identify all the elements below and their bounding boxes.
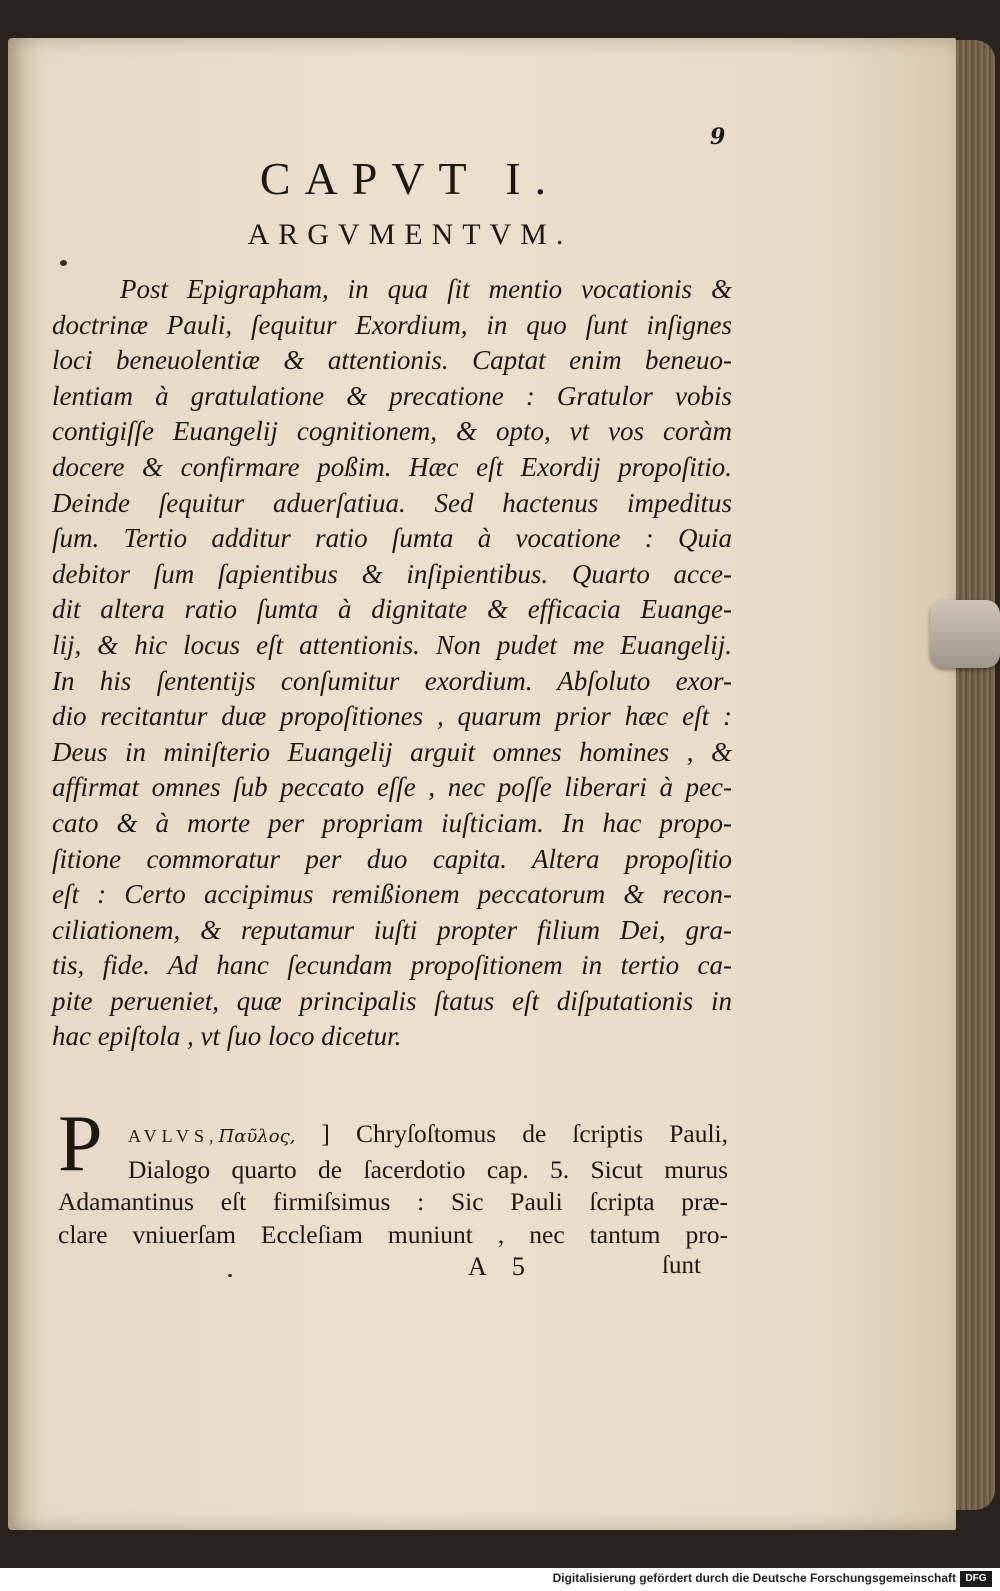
body-line-first — [58, 1118, 728, 1154]
argument-line: tis, fide. Ad hanc ſecundam propoſitionem in tertio ca- — [52, 950, 732, 981]
chapter-title: CAPVT I. — [259, 153, 561, 204]
argument-line: affirmat omnes ſub peccato eſſe , nec poſſe liberari à pec- — [52, 772, 732, 803]
body-line: clare vniuerſam Eccleſiam muniunt , nec tantum pro- — [58, 1219, 728, 1249]
argument-line: cato & à morte per propriam iuſticiam. In hac propo- — [52, 807, 732, 838]
drop-cap: P — [58, 1100, 103, 1188]
argument-line: dio recitantur duæ propoſitiones , quarum prior hæc eſt : — [52, 701, 732, 732]
body-line: Dialogo quarto de ſacerdotio cap. 5. Sicut murus — [128, 1154, 728, 1184]
book-page-edges — [950, 40, 995, 1510]
argument-line: contigiſſe Euangelij cognitionem, & opto, vt vos coràm — [52, 416, 732, 447]
argument-line: loci beneuolentiæ & attentionis. Captat enim beneuo- — [52, 345, 732, 376]
argument-line: In his ſententijs conſumitur exordium. Abſoluto exor- — [52, 665, 732, 696]
ink-speck — [60, 260, 67, 266]
body-greek-word: Παῦλος, — [218, 1126, 296, 1147]
body-text — [58, 1118, 728, 1251]
argument-line: Deinde ſequitur aduerſatiua. Sed hactenus impeditus — [52, 487, 732, 518]
argument-line: debitor ſum ſapientibus & inſipientibus. Quarto acce- — [52, 558, 732, 589]
argument-line: ciliationem, & reputamur iuſti propter filium Dei, gra- — [52, 914, 732, 945]
argument-line: Post Epigrapham, in qua ſit mentio vocationis & — [120, 274, 732, 304]
ink-speck — [228, 1274, 232, 1277]
argument-text — [52, 272, 732, 1055]
argument-line: ſum. Tertio additur ratio ſumta à vocatione : Quia — [52, 523, 732, 554]
argument-line: docere & confirmare poßim. Hæc eſt Exordij propoſitio. — [52, 451, 732, 482]
argument-line: lentiam à gratulatione & precatione : Gratulor vobis — [52, 380, 732, 411]
bookmark-tab — [930, 600, 1000, 668]
footer-credit: Digitalisierung gefördert durch die Deutsche Forschungsgemeinschaft — [552, 1571, 956, 1585]
argument-line: eſt : Certo accipimus remißionem peccatorum & recon- — [52, 879, 732, 910]
argument-line: ſitione commoratur per duo capita. Altera propoſitio — [52, 843, 732, 874]
argument-line: pite perueniet, quæ principalis ſtatus eſt diſputationis in — [52, 985, 732, 1016]
argument-line: Deus in miniſterio Euangelij arguit omnes homines , & — [52, 736, 732, 767]
argument-line: lij, & hic locus eſt attentionis. Non pudet me Euangelij. — [52, 629, 732, 660]
argument-line: dit altera ratio ſumta à dignitate & efficacia Euange- — [52, 594, 732, 625]
footer-bar — [0, 1568, 1000, 1591]
argument-line: doctrinæ Pauli, ſequitur Exordium, in quo ſunt inſignes — [52, 309, 732, 340]
page-number: 9 — [710, 124, 726, 150]
argument-line: hac epiſtola , vt ſuo loco dicetur. — [52, 1021, 402, 1052]
dfg-logo-icon: DFG — [960, 1571, 992, 1587]
catchword: ſunt — [662, 1252, 701, 1279]
argument-heading: ARGVMENTVM. — [247, 218, 573, 251]
body-line-first-rest: ] Chryſoſtomus de ſcriptis Pauli, — [321, 1119, 728, 1148]
body-line: Adamantinus eſt firmiſsimus : Sic Pauli ſcripta præ- — [58, 1187, 728, 1216]
signature-mark: A 5 — [468, 1252, 535, 1281]
body-name-smallcaps: AVLVS, — [128, 1126, 219, 1146]
